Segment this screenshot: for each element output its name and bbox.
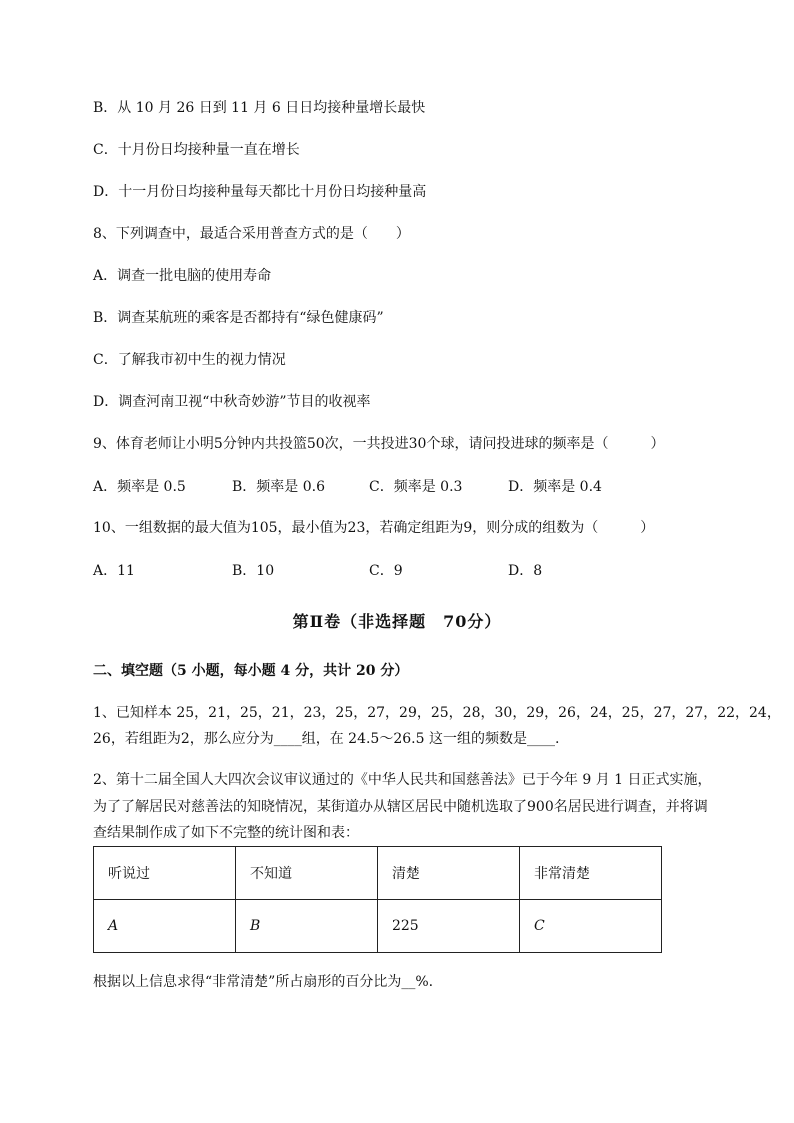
table-header-cell: 清楚 [377,847,519,900]
fill1-line1: 1、已知样本 25，21，25，21，23，25，27，29，25，28，30，29，26，24，25，27，27，22，24， [93,705,781,721]
part-title: 二、填空题（5 小题，每小题 4 分，共计 20 分） [93,663,409,679]
q10-option-a: A．11 [93,563,135,579]
q10-option-d: D．8 [508,563,543,579]
table-header-cell: 听说过 [94,847,236,900]
q7-option-b: B．从 10 月 26 日到 11 月 6 日日均接种量增长最快 [93,100,426,116]
q10-option-c: C．9 [369,563,403,579]
q9-stem: 9、体育老师让小明5分钟内共投篮50次，一共投进30个球，请问投进球的频率是（ ） [93,436,665,452]
q7-option-c: C．十月份日均接种量一直在增长 [93,142,300,158]
q8-option-c: C．了解我市初中生的视力情况 [93,352,286,368]
survey-table [93,846,662,953]
fill2-line3: 查结果制作成了如下不完整的统计图和表： [93,825,359,841]
table-cell: B [235,900,377,953]
q7-option-d: D．十一月份日均接种量每天都比十月份日均接种量高 [93,184,427,200]
q8-option-b: B．调查某航班的乘客是否都持有“绿色健康码” [93,310,384,326]
section-title: 第Ⅱ卷（非选择题 70分） [292,612,502,631]
q9-option-a: A．频率是 0.5 [93,479,186,495]
table-cell: C [520,900,662,953]
q8-option-d: D．调查河南卫视“中秋奇妙游”节目的收视率 [93,394,371,410]
table-header-cell: 不知道 [235,847,377,900]
q9-option-d: D．频率是 0.4 [508,479,602,495]
table-row [94,847,662,900]
q8-stem: 8、下列调查中，最适合采用普查方式的是（ ） [93,226,410,242]
fill2-conclusion: 根据以上信息求得“非常清楚”所占扇形的百分比为__%. [93,974,434,990]
fill2-line2: 为了了解居民对慈善法的知晓情况，某街道办从辖区居民中随机选取了900名居民进行调查，并将调 [93,799,708,815]
table-cell: 225 [377,900,519,953]
q8-option-a: A．调查一批电脑的使用寿命 [93,268,272,284]
q10-stem: 10、一组数据的最大值为105，最小值为23，若确定组距为9，则分成的组数为（ ） [93,520,655,536]
table-row [94,900,662,953]
q9-option-b: B．频率是 0.6 [232,479,326,495]
q9-option-c: C．频率是 0.3 [369,479,463,495]
table-cell: A [94,900,236,953]
fill2-line1: 2、第十二届全国人大四次会议审议通过的《中华人民共和国慈善法》已于今年 9 月 1 日正式实施， [93,772,712,788]
fill1-line2: 26，若组距为2，那么应分为____组，在 24.5～26.5 这一组的频数是____. [93,731,560,747]
table-header-cell: 非常清楚 [520,847,662,900]
q10-option-b: B．10 [232,563,275,579]
